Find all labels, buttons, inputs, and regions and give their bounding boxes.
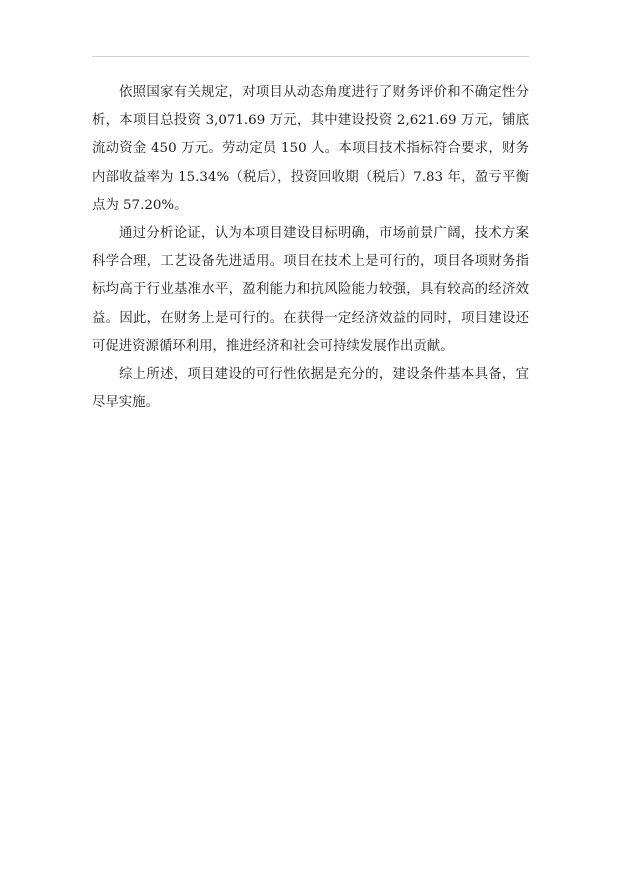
paragraph-conclusion: 综上所述，项目建设的可行性依据是充分的，建设条件基本具备，宜尽早实施。 — [92, 367, 529, 411]
header-rule — [92, 56, 529, 57]
paragraph-feasibility-analysis: 通过分析论证，认为本项目建设目标明确，市场前景广阔，技术方案科学合理，工艺设备先进适用。项目在技术上是可行的，项目各项财务指标均高于行业基准水平，盈利能力和抗风险能力较强，具有较高的经济效益。因此，在财务上是可行的。在获得一定经济效益的同时，项目建设还可促进资源循环利用，推进经济和社会可持续发展作出贡献。 — [92, 226, 529, 354]
paragraph-financial-evaluation: 依照国家有关规定，对项目从动态角度进行了财务评价和不确定性分析，本项目总投资 3,071.69 万元，其中建设投资 2,621.69 万元，铺底流动资金 450 万元。劳动定员 150 人。本项目技术指标符合要求，财务内部收益率为 15.34%（税后），投资回收期（税后）7.83 年，盈亏平衡点为 57.20%。 — [92, 85, 529, 213]
document-body — [92, 79, 529, 417]
